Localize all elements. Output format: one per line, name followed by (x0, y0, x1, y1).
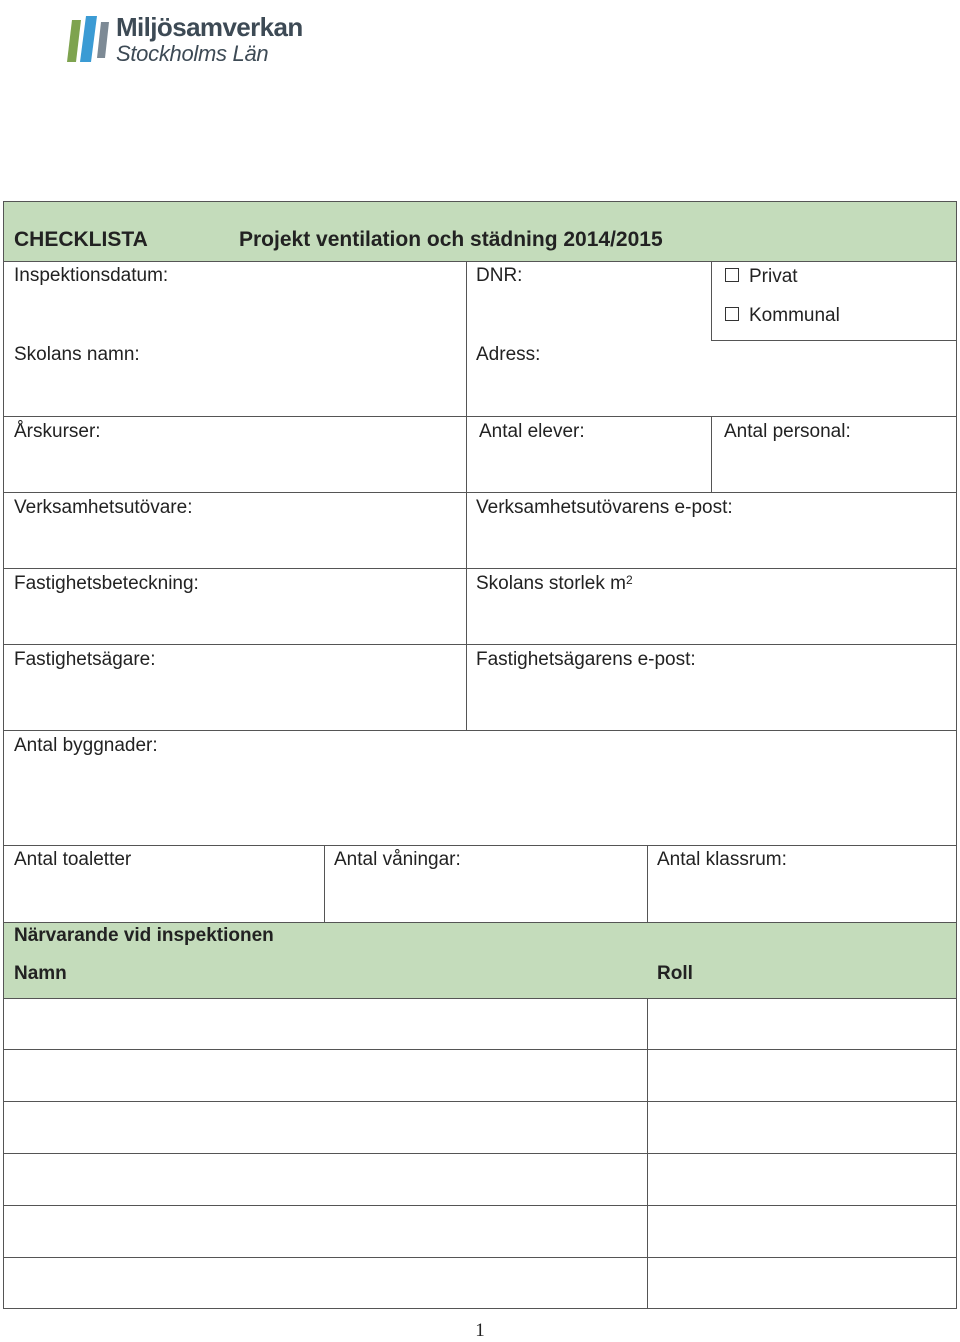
address-label: Adress: (476, 344, 541, 365)
property-owner-email-label: Fastighetsägarens e-post: (476, 649, 696, 670)
project-title: Projekt ventilation och städning 2014/2015 (239, 228, 663, 251)
dnr-label: DNR: (476, 265, 523, 286)
attendee-row[interactable] (4, 999, 956, 1049)
checklist-form (3, 201, 957, 1309)
attendee-row[interactable] (4, 1154, 956, 1205)
staff-count-label: Antal personal: (724, 421, 851, 442)
private-label: Privat (749, 266, 798, 287)
logo-mark-icon (64, 14, 114, 64)
attendee-row[interactable] (4, 1050, 956, 1101)
classroom-count-label: Antal klassrum: (657, 849, 787, 870)
property-owner-label: Fastighetsägare: (14, 649, 156, 670)
inspection-date-label: Inspektionsdatum: (14, 265, 169, 286)
role-column-header: Roll (657, 963, 693, 984)
municipal-checkbox[interactable] (725, 307, 739, 321)
name-column-header: Namn (14, 963, 67, 984)
building-count-label: Antal byggnader: (14, 735, 158, 756)
grades-label: Årskurser: (14, 421, 101, 442)
attendees-heading: Närvarande vid inspektionen (14, 925, 274, 946)
property-designation-label: Fastighetsbeteckning: (14, 573, 199, 594)
school-size-label (476, 573, 633, 595)
operator-email-label: Verksamhetsutövarens e-post: (476, 497, 733, 518)
checklist-title: CHECKLISTA (14, 228, 148, 251)
student-count-label: Antal elever: (479, 421, 585, 442)
school-name-label: Skolans namn: (14, 344, 140, 365)
attendee-row[interactable] (4, 1258, 956, 1308)
attendee-row[interactable] (4, 1102, 956, 1153)
private-checkbox[interactable] (725, 268, 739, 282)
organization-logo (64, 12, 334, 67)
logo-title: Miljösamverkan (116, 12, 303, 42)
floor-count-label: Antal våningar: (334, 849, 461, 870)
school-size-unit-exponent: 2 (625, 573, 633, 587)
logo-subtitle: Stockholms Län (116, 41, 269, 66)
page-number: 1 (475, 1320, 485, 1341)
attendee-row[interactable] (4, 1206, 956, 1257)
school-size-text: Skolans storlek m (476, 573, 626, 594)
toilet-count-label: Antal toaletter (14, 849, 132, 870)
operator-label: Verksamhetsutövare: (14, 497, 193, 518)
municipal-label: Kommunal (749, 305, 840, 326)
